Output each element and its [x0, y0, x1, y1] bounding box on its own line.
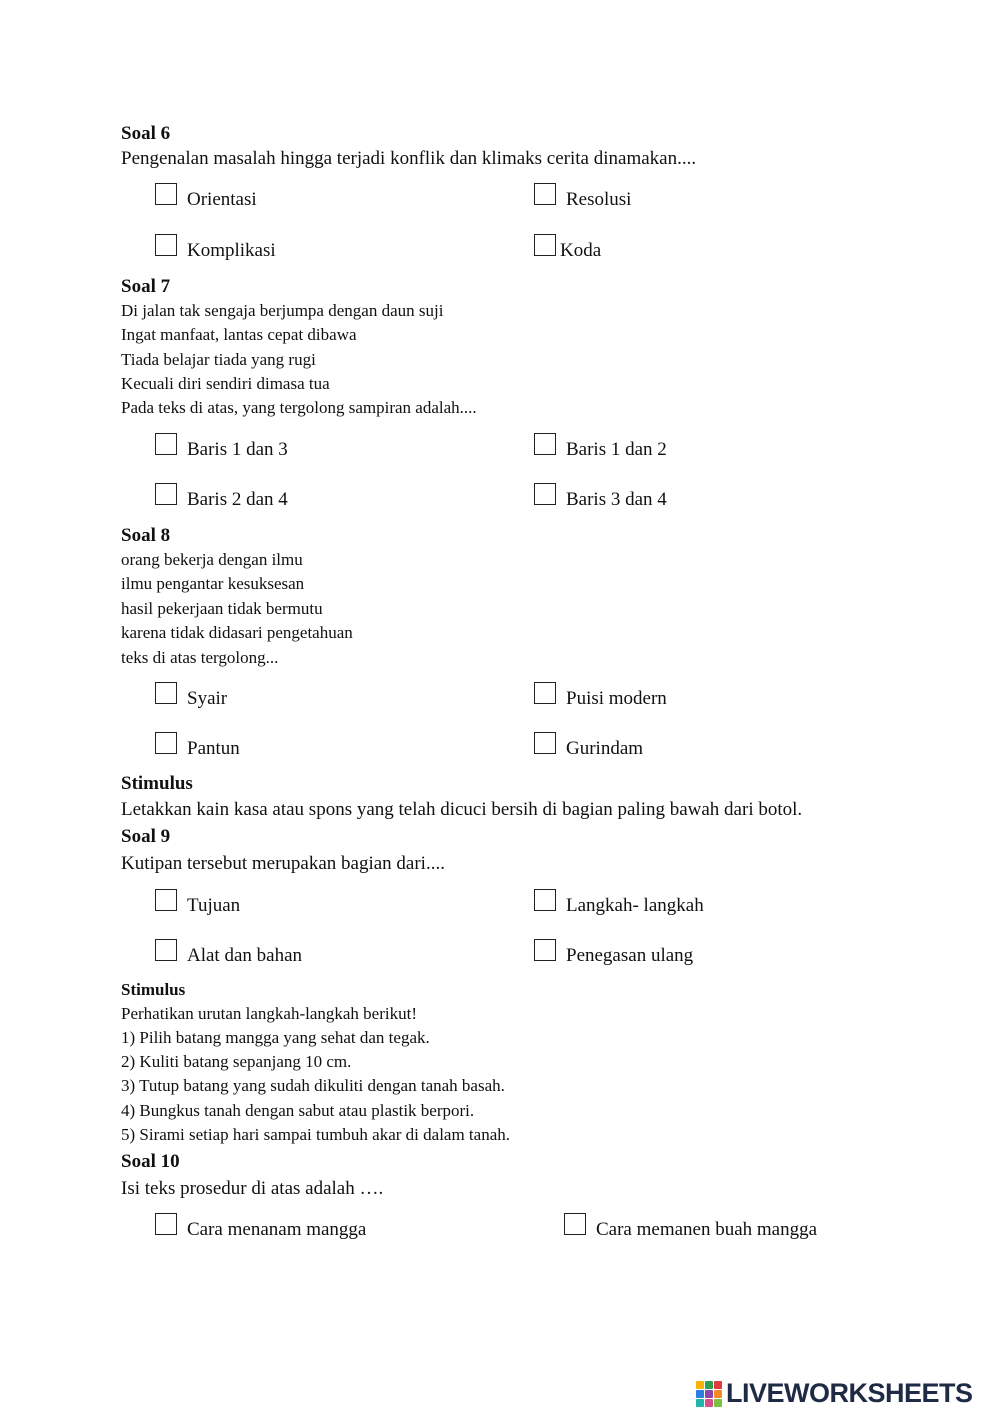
q10-option-b[interactable]: [564, 1219, 817, 1241]
q8-option-b[interactable]: [534, 688, 667, 710]
q7-line-2: Ingat manfaat, lantas cepat dibawa: [121, 325, 357, 344]
logo-mark-icon: [696, 1381, 722, 1407]
option-label: Alat dan bahan: [187, 945, 303, 966]
checkbox[interactable]: [534, 433, 556, 455]
q7-option-d[interactable]: [534, 489, 667, 511]
q10-title: Soal 10: [121, 1151, 180, 1172]
q10-option-a[interactable]: [155, 1219, 366, 1241]
q8-option-c[interactable]: [155, 738, 240, 760]
checkbox[interactable]: [534, 732, 556, 754]
checkbox[interactable]: [155, 433, 177, 455]
logo-text: LIVEWORKSHEETS: [726, 1378, 973, 1408]
logo-square: [705, 1399, 713, 1407]
stimulus-9-title: Stimulus: [121, 773, 193, 794]
stimulus-10-line-5: 4) Bungkus tanah dengan sabut atau plastik berpori.: [121, 1101, 475, 1120]
checkbox[interactable]: [534, 183, 556, 205]
stimulus-10-line-2: 1) Pilih batang mangga yang sehat dan tegak.: [121, 1028, 430, 1047]
checkbox[interactable]: [534, 483, 556, 505]
option-label: Syair: [187, 688, 228, 709]
option-label: Baris 3 dan 4: [566, 489, 667, 510]
checkbox[interactable]: [155, 483, 177, 505]
checkbox[interactable]: [155, 682, 177, 704]
q6-option-a[interactable]: [155, 189, 257, 211]
stimulus-9-text: Letakkan kain kasa atau spons yang telah dicuci bersih di bagian paling bawah dari botol.: [121, 799, 803, 820]
q9-prompt: Kutipan tersebut merupakan bagian dari....: [121, 853, 445, 874]
q7-prompt: Pada teks di atas, yang tergolong sampiran adalah....: [121, 398, 477, 417]
logo-square: [714, 1399, 722, 1407]
stimulus-10-line-4: 3) Tutup batang yang sudah dikuliti dengan tanah basah.: [121, 1076, 505, 1095]
q7-line-1: Di jalan tak sengaja berjumpa dengan daun suji: [121, 301, 444, 320]
checkbox[interactable]: [564, 1213, 586, 1235]
checkbox[interactable]: [534, 682, 556, 704]
q8-line-3: hasil pekerjaan tidak bermutu: [121, 599, 323, 618]
option-label: Gurindam: [566, 738, 644, 759]
checkbox[interactable]: [155, 732, 177, 754]
logo-square: [705, 1390, 713, 1398]
checkbox[interactable]: [155, 1213, 177, 1235]
q7-option-c[interactable]: [155, 489, 288, 511]
checkbox[interactable]: [534, 939, 556, 961]
q8-option-d[interactable]: [534, 738, 643, 760]
q7-line-3: Tiada belajar tiada yang rugi: [121, 350, 316, 369]
q8-option-a[interactable]: [155, 688, 227, 710]
option-label: Pantun: [187, 738, 240, 759]
logo-square: [714, 1390, 722, 1398]
stimulus-10-line-3: 2) Kuliti batang sepanjang 10 cm.: [121, 1052, 352, 1071]
q7-option-a[interactable]: [155, 439, 288, 461]
q6-option-b[interactable]: [534, 189, 631, 211]
logo-square: [714, 1381, 722, 1389]
checkbox[interactable]: [155, 183, 177, 205]
q7-option-b[interactable]: [534, 439, 667, 461]
stimulus-10-line-6: 5) Sirami setiap hari sampai tumbuh akar di dalam tanah.: [121, 1125, 510, 1144]
q6-option-d[interactable]: [534, 240, 601, 262]
stimulus-10-title: Stimulus: [121, 980, 186, 999]
checkbox[interactable]: [155, 889, 177, 911]
option-label: Tujuan: [187, 895, 241, 916]
q10-prompt: Isi teks prosedur di atas adalah ….: [121, 1178, 384, 1199]
option-label: Cara menanam mangga: [187, 1219, 367, 1240]
option-label: Cara memanen buah mangga: [596, 1219, 818, 1240]
q8-line-4: karena tidak didasari pengetahuan: [121, 623, 353, 642]
q8-line-1: orang bekerja dengan ilmu: [121, 550, 303, 569]
liveworksheets-logo: [696, 1378, 973, 1409]
q7-title: Soal 7: [121, 276, 171, 297]
q6-prompt: Pengenalan masalah hingga terjadi konflik dan klimaks cerita dinamakan....: [121, 148, 697, 169]
option-label: Orientasi: [187, 189, 257, 210]
q6-option-c[interactable]: [155, 240, 276, 262]
checkbox[interactable]: [155, 234, 177, 256]
q6-title: Soal 6: [121, 123, 171, 144]
option-label: Baris 1 dan 3: [187, 439, 288, 460]
q9-option-a[interactable]: [155, 895, 240, 917]
logo-square: [696, 1390, 704, 1398]
option-label: Langkah- langkah: [566, 895, 704, 916]
logo-square: [696, 1399, 704, 1407]
option-label: Puisi modern: [566, 688, 667, 709]
q9-option-d[interactable]: [534, 945, 693, 967]
q9-title: Soal 9: [121, 826, 171, 847]
q9-option-c[interactable]: [155, 945, 302, 967]
q8-title: Soal 8: [121, 525, 171, 546]
option-label: Resolusi: [566, 189, 632, 210]
stimulus-10-line-1: Perhatikan urutan langkah-langkah berikut!: [121, 1004, 417, 1023]
q9-option-b[interactable]: [534, 895, 704, 917]
logo-square: [696, 1381, 704, 1389]
option-label: Penegasan ulang: [566, 945, 694, 966]
checkbox[interactable]: [155, 939, 177, 961]
option-label: Komplikasi: [187, 240, 276, 261]
option-label: Baris 1 dan 2: [566, 439, 667, 460]
q7-line-4: Kecuali diri sendiri dimasa tua: [121, 374, 330, 393]
q8-prompt: teks di atas tergolong...: [121, 648, 279, 667]
logo-square: [705, 1381, 713, 1389]
option-label: Koda: [560, 240, 602, 261]
checkbox[interactable]: [534, 889, 556, 911]
q8-line-2: ilmu pengantar kesuksesan: [121, 574, 305, 593]
option-label: Baris 2 dan 4: [187, 489, 288, 510]
checkbox[interactable]: [534, 234, 556, 256]
